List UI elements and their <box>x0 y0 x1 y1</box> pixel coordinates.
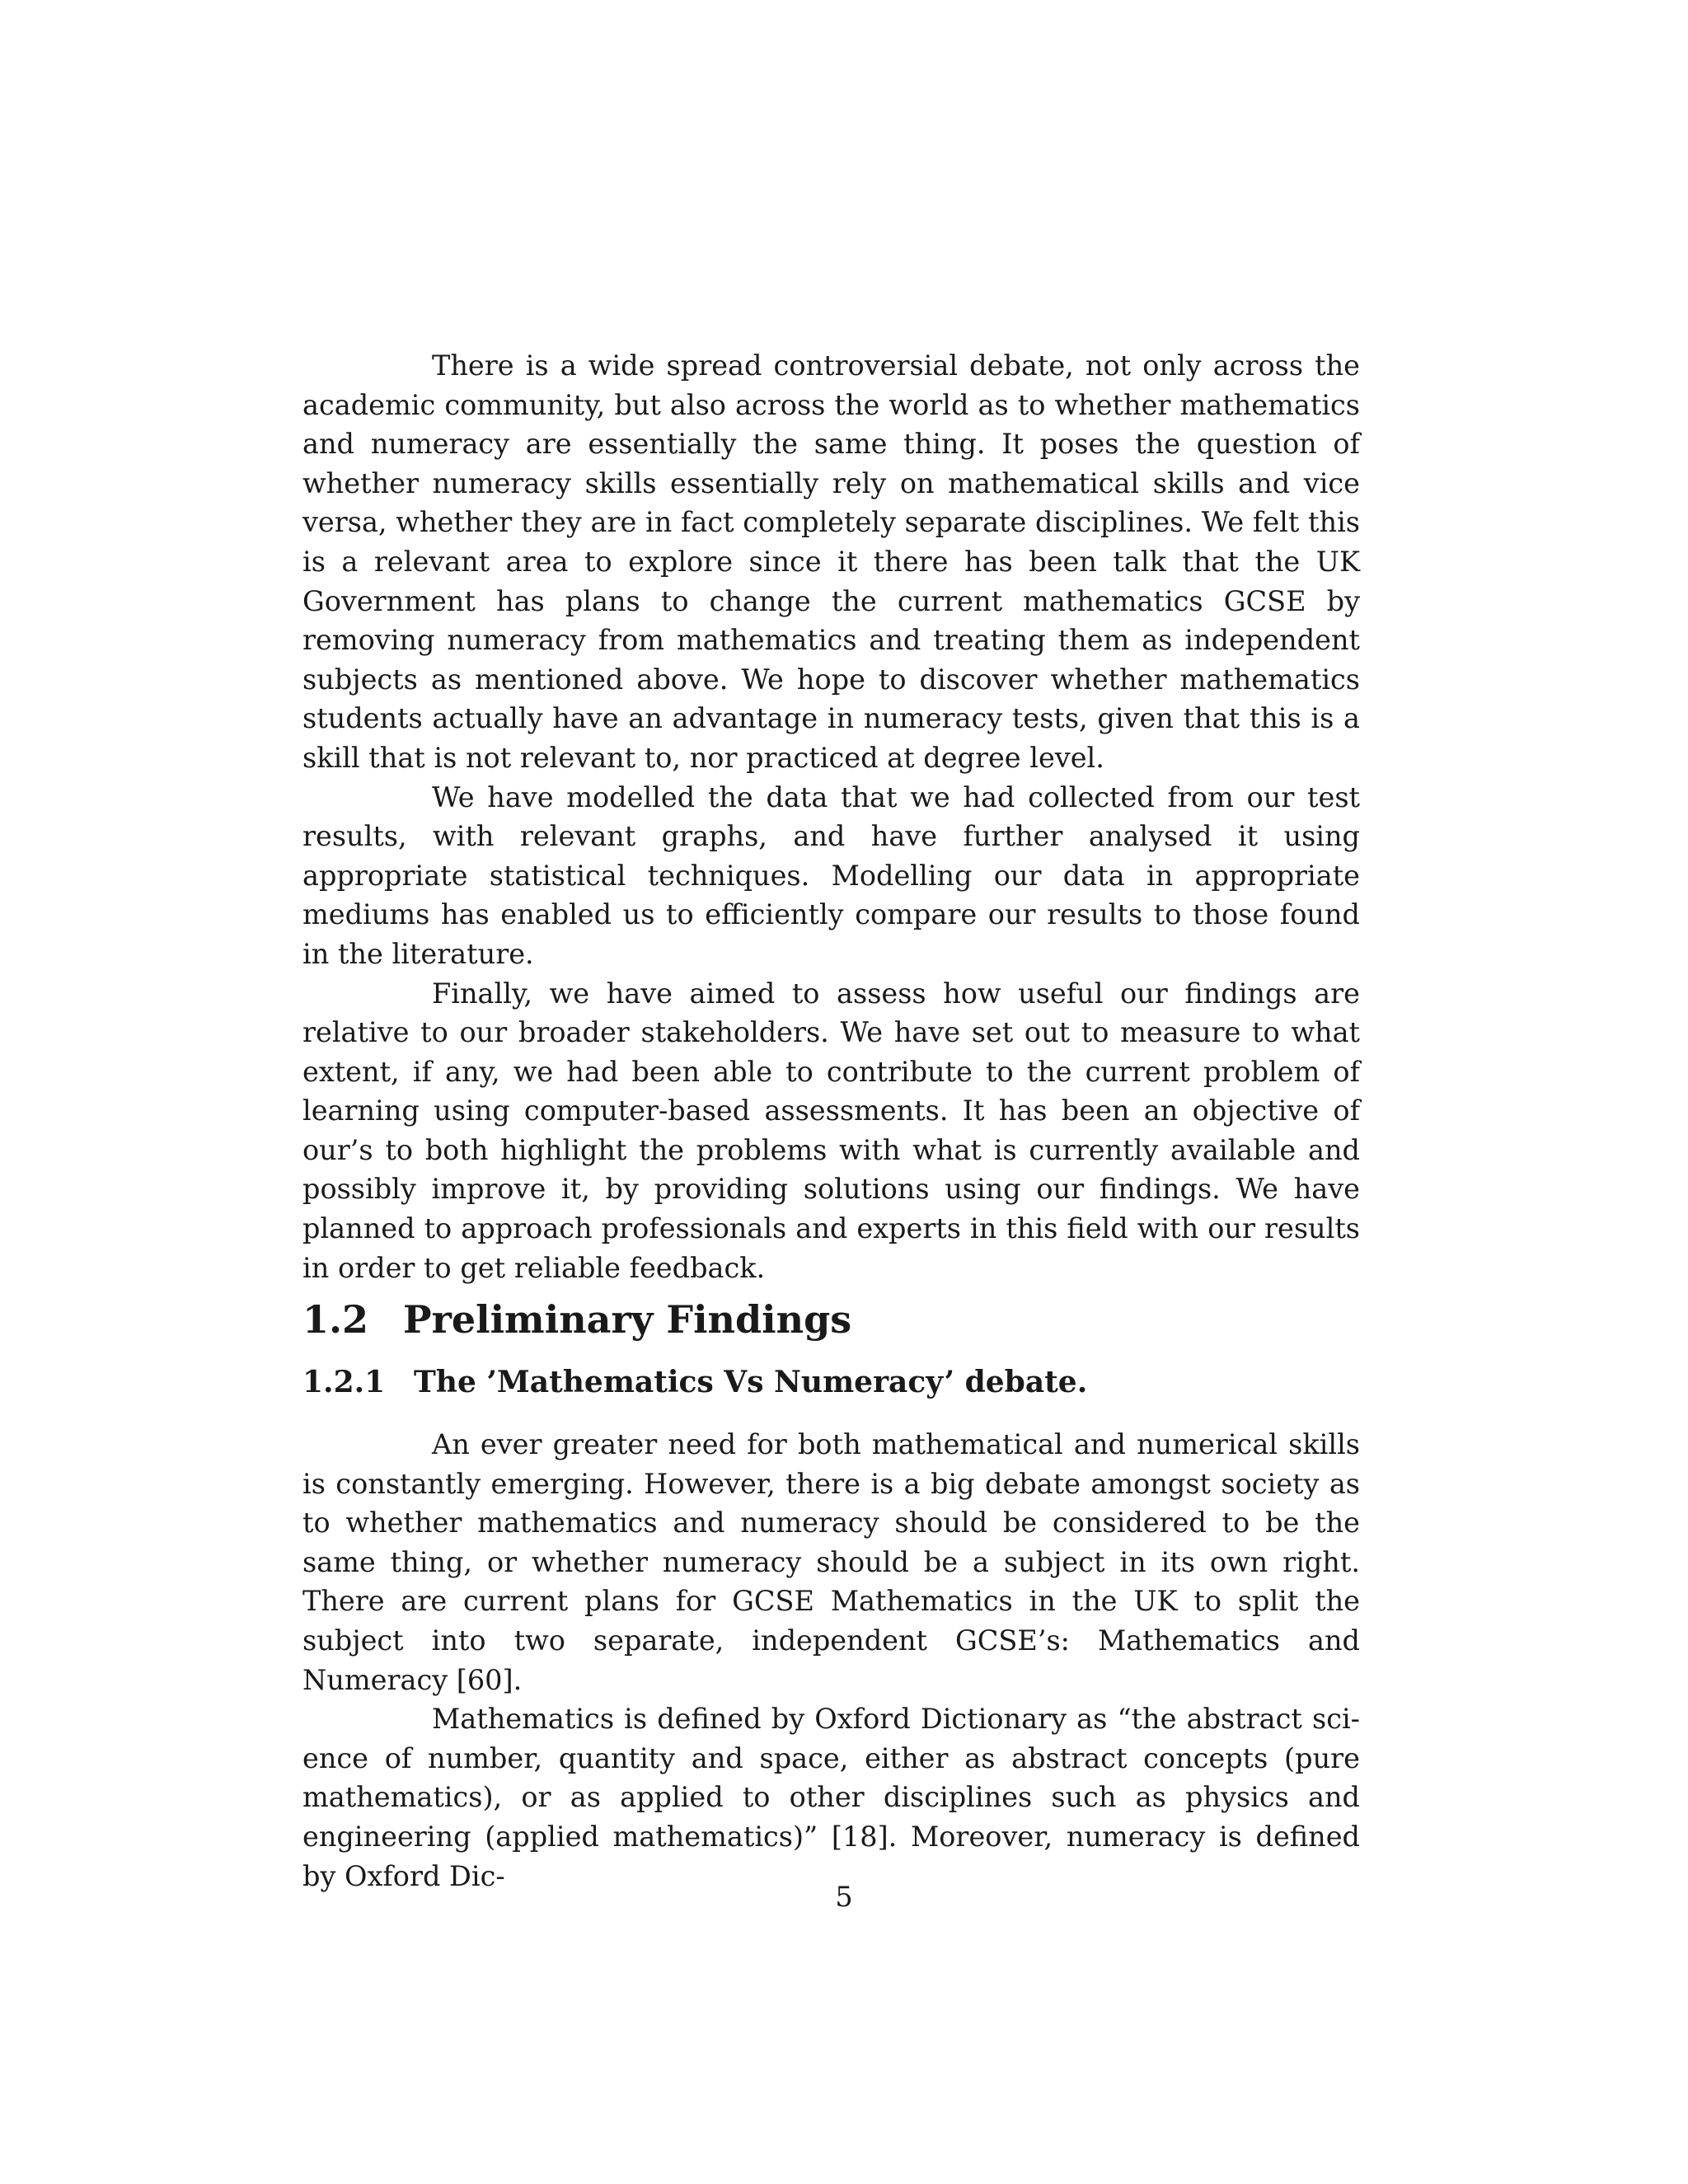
section-body-text <box>302 1425 1360 1896</box>
subsection-heading <box>302 1361 1360 1403</box>
subsection-number: 1.2.1 <box>302 1365 386 1399</box>
intro-paragraph-1: There is a wide spread controversial debate, not only across the academic community, but also across the world as to whether mathematics and numeracy are essentially the same thing. It poses the question of whether numeracy skills essentially rely on mathematical skills and vice versa, whether they are in fact completely separate disciplines. We felt this is a relevant area to explore since it there has been talk that the UK Government has plans to change the current mathematics GCSE by removing numeracy from mathematics and treating them as independent subjects as mentioned above. We hope to discover whether mathematics students actually have an advantage in numeracy tests, given that this is a skill that is not relevant to, nor practiced at degree level. <box>302 349 1360 774</box>
section-heading <box>302 1295 1360 1344</box>
body-paragraph-2: Mathematics is defined by Oxford Dictionary as “the abstract science of number, quantity and space, either as abstract concepts (pure mathematics), or as applied to other disciplines such as physics and engineering (applied mathematics)” [18]. Moreover, numeracy is defined by Oxford Dic- <box>302 1703 1360 1892</box>
intro-paragraph-2: We have modelled the data that we had collected from our test results, with relevant graphs, and have further analysed it using appropriate statistical techniques. Modelling our data in appropriate mediums has enabled us to efficiently compare our results to those found in the literature. <box>302 780 1360 970</box>
page-number: 5 <box>835 1881 853 1913</box>
subsection-title: The ’Mathematics Vs Numeracy’ debate. <box>414 1365 1088 1399</box>
body-paragraph-1: An ever greater need for both mathematical and numerical skills is constantly emerging. However, there is a big debate amongst society as to whether mathematics and numeracy should be considered to be the same thing, or whether numeracy should be a subject in its own right. There are current plans for GCSE Mathematics in the UK to split the subject into two separate, independent GCSE’s: Mathematics and Numeracy [60]. <box>302 1428 1360 1696</box>
intro-paragraph-3: Finally, we have aimed to assess how useful our findings are relative to our broader stakeholders. We have set out to measure to what extent, if any, we had been able to contribute to the current problem of learning using computer-based assessments. It has been an objective of our’s to both highlight the problems with what is currently available and possibly improve it, by providing solutions using our findings. We have planned to approach professionals and experts in this field with our results in order to get reliable feedback. <box>302 977 1360 1284</box>
section-title: Preliminary Findings <box>403 1297 852 1342</box>
section-number: 1.2 <box>302 1297 369 1342</box>
intro-text <box>302 346 1360 1287</box>
